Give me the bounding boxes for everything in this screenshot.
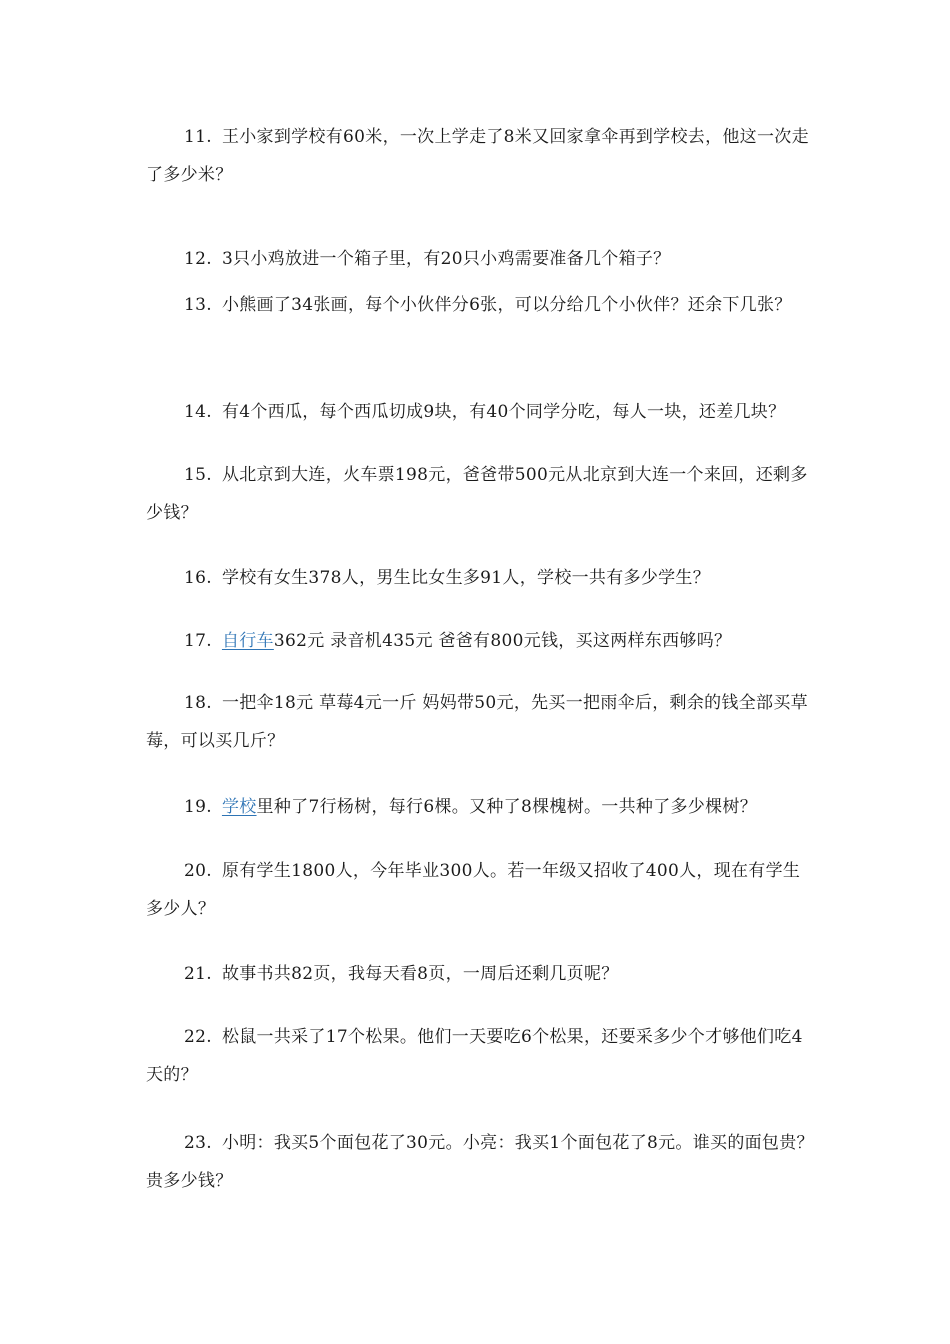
problem-23 [146, 1124, 816, 1200]
problem-13 [146, 286, 816, 324]
problem-number: 15. [184, 465, 212, 485]
school-link[interactable]: 学校 [221, 797, 257, 817]
problem-22 [146, 1018, 816, 1094]
problem-number: 22. [184, 1027, 212, 1047]
problem-number: 19. [184, 797, 212, 817]
problem-text: 从北京到大连，火车票198元，爸爸带500元从北京到大连一个来回，还剩多少钱？ [146, 465, 808, 523]
problem-number: 21. [184, 964, 212, 984]
problem-text: 有4个西瓜，每个西瓜切成9块，有40个同学分吃，每人一块，还差几块？ [221, 402, 786, 422]
problem-14 [146, 393, 816, 431]
problem-text: 小熊画了34张画，每个小伙伴分6张，可以分给几个小伙伴？还余下几张？ [221, 295, 792, 315]
problem-number: 13. [184, 295, 212, 315]
problem-11 [146, 118, 816, 194]
problem-text: 王小家到学校有60米，一次上学走了8米又回家拿伞再到学校去，他这一次走了多少米？ [146, 127, 809, 185]
bicycle-link[interactable]: 自行车 [221, 631, 274, 651]
problem-number: 12. [184, 249, 212, 269]
problem-15 [146, 456, 816, 532]
problem-18 [146, 684, 816, 760]
problem-text: 学校有女生378人，男生比女生多91人，学校一共有多少学生？ [221, 568, 711, 588]
problem-19 [146, 788, 816, 826]
problem-number: 14. [184, 402, 212, 422]
problem-text: 故事书共82页，我每天看8页，一周后还剩几页呢？ [221, 964, 619, 984]
problem-text: 松鼠一共采了17个松果。他们一天要吃6个松果，还要采多少个才够他们吃4天的？ [146, 1027, 803, 1085]
problem-text: 小明：我买5个面包花了30元。小亮：我买1个面包花了8元。谁买的面包贵？贵多少钱？ [146, 1133, 814, 1191]
problem-21 [146, 955, 816, 993]
problem-12 [146, 240, 816, 278]
problem-number: 17. [184, 631, 212, 651]
problem-text: 3只小鸡放进一个箱子里，有20只小鸡需要准备几个箱子？ [221, 249, 671, 269]
problem-16 [146, 559, 816, 597]
problem-17 [146, 622, 816, 660]
problem-number: 16. [184, 568, 212, 588]
problem-number: 23. [184, 1133, 212, 1153]
problem-20 [146, 852, 816, 928]
problem-text: 里种了7行杨树，每行6棵。又种了8棵槐树。一共种了多少棵树？ [256, 797, 757, 817]
problem-text: 原有学生1800人，今年毕业300人。若一年级又招收了400人，现在有学生多少人？ [146, 861, 801, 919]
problem-number: 11. [184, 127, 212, 147]
problem-number: 20. [184, 861, 212, 881]
problem-text: 一把伞18元 草莓4元一斤 妈妈带50元，先买一把雨伞后，剩余的钱全部买草莓，可以买几斤？ [146, 693, 808, 751]
problem-text: 362元 录音机435元 爸爸有800元钱，买这两样东西够吗？ [273, 631, 732, 651]
problem-number: 18. [184, 693, 212, 713]
